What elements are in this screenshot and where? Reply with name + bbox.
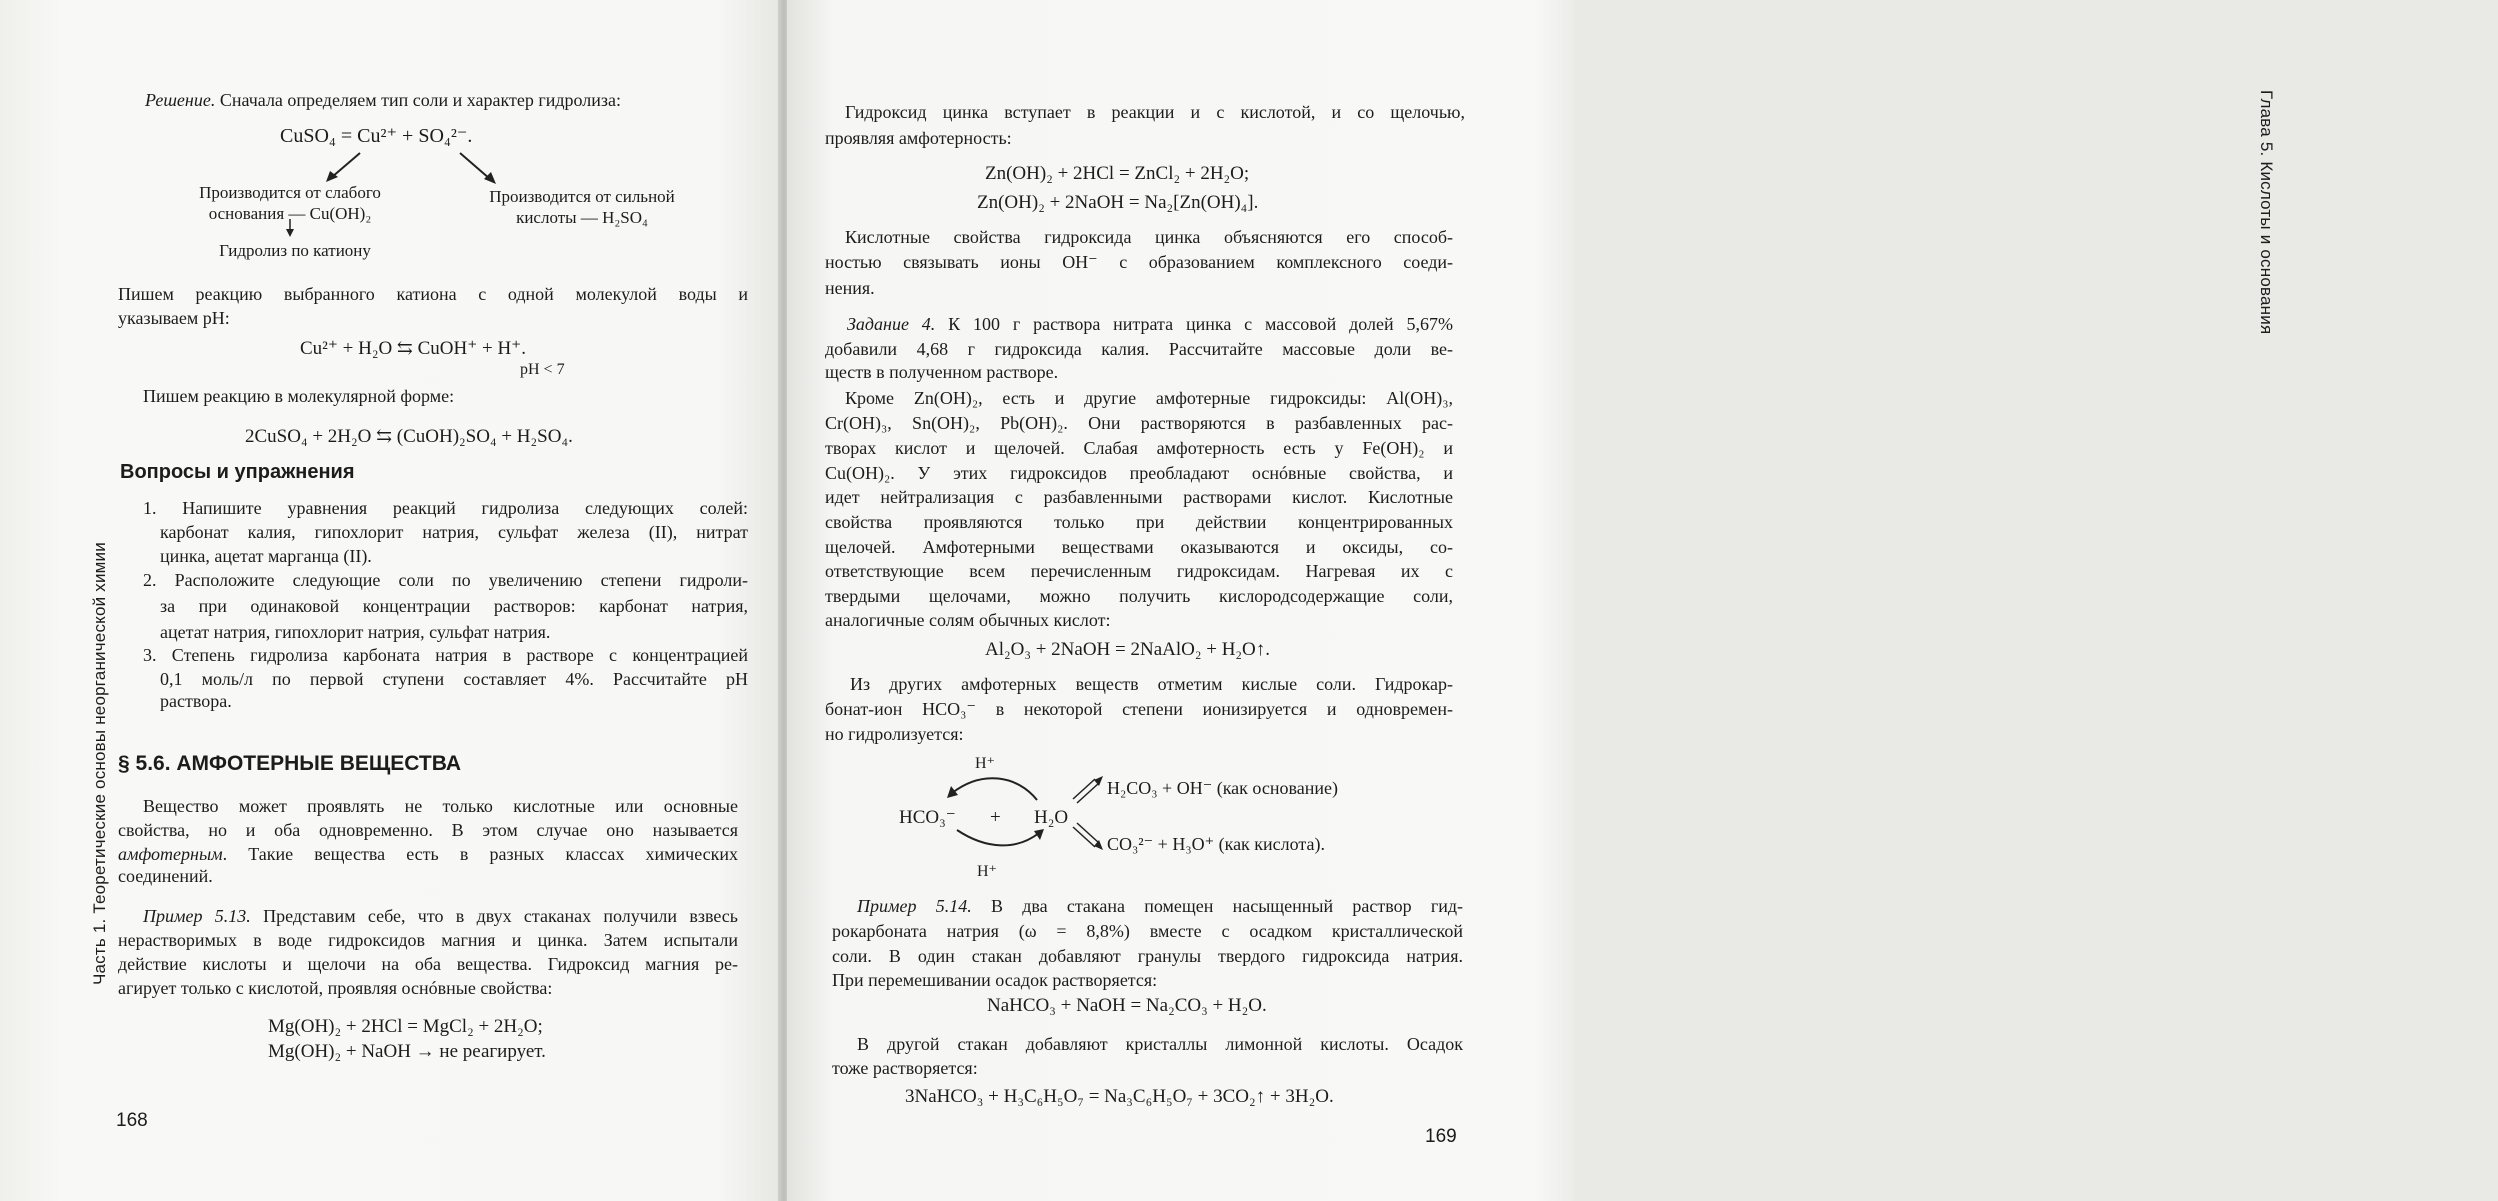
strong-acid-note-line2: кислоты — H₂SO₄ — [516, 208, 648, 227]
scheme-acid-product: CO₃²⁻ + H₃O⁺ (как кислота). — [1107, 834, 1325, 854]
solution-line — [145, 88, 750, 112]
other-hydroxides-line7: щелочей. Амфотерными веществами оказываются и оксиды, со- — [825, 537, 1453, 557]
arrow-to-weak-base — [332, 153, 360, 177]
question-3-line2: 0,1 моль/л по первой ступени составляет 4%. Рассчитайте pH — [160, 669, 748, 689]
arrow-h-top-head — [947, 786, 958, 798]
strong-acid-note — [468, 186, 696, 228]
para-cation-line2: указываем pH: — [118, 308, 230, 328]
question-1-line3: цинка, ацетат марганца (II). — [160, 546, 372, 566]
other-hydroxides-line6: свойства проявляются только при действии концентрированных — [825, 512, 1453, 532]
strong-acid-note-line1: Производится от сильной — [489, 187, 675, 206]
right-running-head-text: Глава 5. Кислоты и основания — [2257, 90, 2276, 335]
scheme-h-top: H⁺ — [975, 755, 995, 772]
section-heading: § 5.6. АМФОТЕРНЫЕ ВЕЩЕСТВА — [118, 752, 462, 775]
task-4-line1 — [847, 312, 1453, 336]
scheme-base-product: H₂CO₃ + OH⁻ (как основание) — [1107, 778, 1338, 798]
right-page — [787, 0, 2276, 1201]
para-molecular: Пишем реакцию в молекулярной форме: — [143, 386, 455, 406]
example-513-line3: действие кислоты и щелочи на оба вещества. Гидроксид магния ре- — [118, 954, 738, 974]
example-513-label: Пример 5.13. — [143, 906, 251, 926]
question-2-line1: 2. Расположите следующие соли по увеличению степени гидроли- — [143, 570, 748, 590]
intro-line4: соединений. — [118, 866, 213, 886]
questions-heading: Вопросы и упражнения — [120, 461, 355, 483]
right-running-head — [2254, 90, 2284, 335]
example-514-line2: рокарбоната натрия (ω = 8,8%) вместе с осадком кристаллической — [832, 921, 1463, 941]
question-1-line1: 1. Напишите уравнения реакций гидролиза следующих солей: — [143, 498, 748, 518]
weak-base-note-line1: Производится от слабого — [199, 183, 381, 202]
other-hydroxides-line2: Cr(OH)₃, Sn(OH)₂, Pb(OH)₂. Они растворяются в разбавленных рас- — [825, 413, 1453, 433]
other-hydroxides-line1: Кроме Zn(OH)₂, есть и другие амфотерные гидроксиды: Al(OH)₃, — [845, 388, 1453, 408]
arrow-base-head — [1094, 776, 1103, 786]
dissociation-equation: CuSO₄ = Cu²⁺ + SO₄²⁻. — [280, 125, 473, 147]
bicarbonate-line2: бонат-ион HCO₃⁻ в некоторой степени ионизируется и одновремен- — [825, 699, 1453, 719]
example-514-line4: При перемешивании осадок растворяется: — [832, 970, 1158, 990]
left-running-head: Часть 1. Теоретические основы неорганической химии — [90, 542, 109, 985]
other-hydroxides-line8: ответствующие всем перечисленным гидроксидам. Нагревая их с — [825, 561, 1453, 581]
example-514-line3: соли. В один стакан добавляют гранулы твердого гидроксида натрия. — [832, 946, 1463, 966]
naoh-equation: NaHCO₃ + NaOH = Na₂CO₃ + H₂O. — [987, 995, 1267, 1016]
zinc-line1: Гидроксид цинка вступает в реакции и с кислотой, и со щелочью, — [845, 102, 1465, 122]
arrow-acid-head — [1094, 840, 1103, 850]
question-1-line2: карбонат калия, гипохлорит натрия, сульфат железа (II), нитрат — [160, 522, 748, 542]
alumina-equation: Al₂O₃ + 2NaOH = 2NaAlO₂ + H₂O↑. — [985, 639, 1271, 660]
example-514-line1 — [857, 894, 1463, 918]
hydrolysis-type: Гидролиз по катиону — [219, 241, 371, 260]
task-4-line2: добавили 4,68 г гидроксида калия. Рассчитайте массовые доли ве- — [825, 339, 1453, 359]
example-513-line2: нерастворимых в воде гидроксидов магния и цинка. Затем испытали — [118, 930, 738, 950]
intro-line3 — [118, 842, 738, 866]
acid-props-line2: ностью связывать ионы OH⁻ с образованием комплексного соеди- — [825, 252, 1453, 272]
mg-equation-1: Mg(OH)₂ + 2HCl = MgCl₂ + 2H₂O; — [268, 1016, 543, 1037]
other-hydroxides-line5: идет нейтрализация с разбавленными растворами кислот. Кислотные — [825, 487, 1453, 507]
weak-base-note — [185, 182, 395, 224]
citric-equation: 3NaHCO₃ + H₃C₆H₅O₇ = Na₃C₆H₅O₇ + 3CO₂↑ + 3H₂O. — [905, 1086, 1334, 1107]
bicarbonate-line3: но гидролизуется: — [825, 724, 964, 744]
other-hydroxides-line3: творах кислот и щелочей. Слабая амфотерность есть у Fe(OH)₂ и — [825, 438, 1453, 458]
acid-props-line1: Кислотные свойства гидроксида цинка объясняются его способ- — [845, 227, 1453, 247]
other-hydroxides-line4: Cu(OH)₂. У этих гидроксидов преобладают оснóвные свойства, и — [825, 463, 1453, 483]
solution-label: Решение. — [145, 90, 216, 110]
ionic-equation: Cu²⁺ + H₂O ⇆ CuOH⁺ + H⁺. — [300, 338, 526, 359]
task-4-text: К 100 г раствора нитрата цинка с массовой долей 5,67% — [935, 314, 1453, 334]
zinc-equation-1: Zn(OH)₂ + 2HCl = ZnCl₂ + 2H₂O; — [985, 163, 1250, 184]
task-4-line3: ществ в полученном растворе. — [825, 362, 1059, 382]
example-514-label: Пример 5.14. — [857, 896, 972, 916]
question-2-line3: ацетат натрия, гипохлорит натрия, сульфат натрия. — [160, 622, 551, 642]
scheme-h2o: H₂O — [1034, 807, 1069, 828]
left-page-number: 168 — [116, 1110, 148, 1131]
example-514-text: В два стакана помещен насыщенный раствор гид- — [971, 896, 1463, 916]
task-4-label: Задание 4. — [847, 314, 936, 334]
example-513-text: Представим себе, что в двух стаканах получили взвесь — [250, 906, 738, 926]
weak-base-note-line2: основания — Cu(OH)₂ — [208, 204, 372, 223]
example-513-line1 — [143, 904, 738, 928]
arrow-h-top — [952, 778, 1037, 800]
ph-note: pH < 7 — [520, 361, 565, 378]
scheme-plus: + — [990, 807, 1001, 828]
arrow-head-down — [286, 229, 294, 237]
solution-text: Сначала определяем тип соли и характер гидролиза: — [215, 90, 621, 110]
other-hydroxides-line10: аналогичные солям обычных кислот: — [825, 610, 1111, 630]
question-3-line1: 3. Степень гидролиза карбоната натрия в растворе с концентрацией — [143, 645, 748, 665]
acid-props-line3: нения. — [825, 278, 875, 298]
arrow-head-right — [484, 172, 496, 184]
zinc-equation-2: Zn(OH)₂ + 2NaOH = Na₂[Zn(OH)₄]. — [977, 192, 1259, 213]
example-513-line4: агирует только с кислотой, проявляя оснóвные свойства: — [118, 978, 553, 998]
amphoteric-term: амфотерным — [118, 844, 223, 864]
mg-equation-2: Mg(OH)₂ + NaOH → не реагирует. — [268, 1041, 546, 1062]
scheme-h-bottom: H⁺ — [977, 863, 997, 880]
molecular-equation: 2CuSO₄ + 2H₂O ⇆ (CuOH)₂SO₄ + H₂SO₄. — [245, 426, 573, 447]
arrow-to-strong-acid — [460, 153, 490, 179]
right-page-number: 169 — [1425, 1126, 1457, 1147]
question-2-line2: за при одинаковой концентрации растворов: карбонат натрия, — [160, 596, 748, 616]
intro-line2: свойства, но и оба одновременно. В этом случае оно называется — [118, 820, 738, 840]
para-cation-line1: Пишем реакцию выбранного катиона с одной молекулой воды и — [118, 284, 748, 304]
arrow-h-bottom — [957, 830, 1039, 845]
citric-line1: В другой стакан добавляют кристаллы лимонной кислоты. Осадок — [857, 1034, 1463, 1054]
citric-line2: тоже растворяется: — [832, 1058, 978, 1078]
zinc-line2: проявляя амфотерность: — [825, 128, 1012, 148]
bicarbonate-line1: Из других амфотерных веществ отметим кислые соли. Гидрокар- — [850, 674, 1453, 694]
other-hydroxides-line9: твердыми щелочами, можно получить кислородсодержащие соли, — [825, 586, 1453, 606]
intro-line1: Вещество может проявлять не только кислотные или основные — [143, 796, 738, 816]
left-page — [0, 0, 780, 1201]
scheme-hco3: HCO₃⁻ — [899, 807, 956, 828]
intro-line3-rest: . Такие вещества есть в разных классах химических — [222, 844, 738, 864]
question-3-line3: раствора. — [160, 691, 232, 711]
